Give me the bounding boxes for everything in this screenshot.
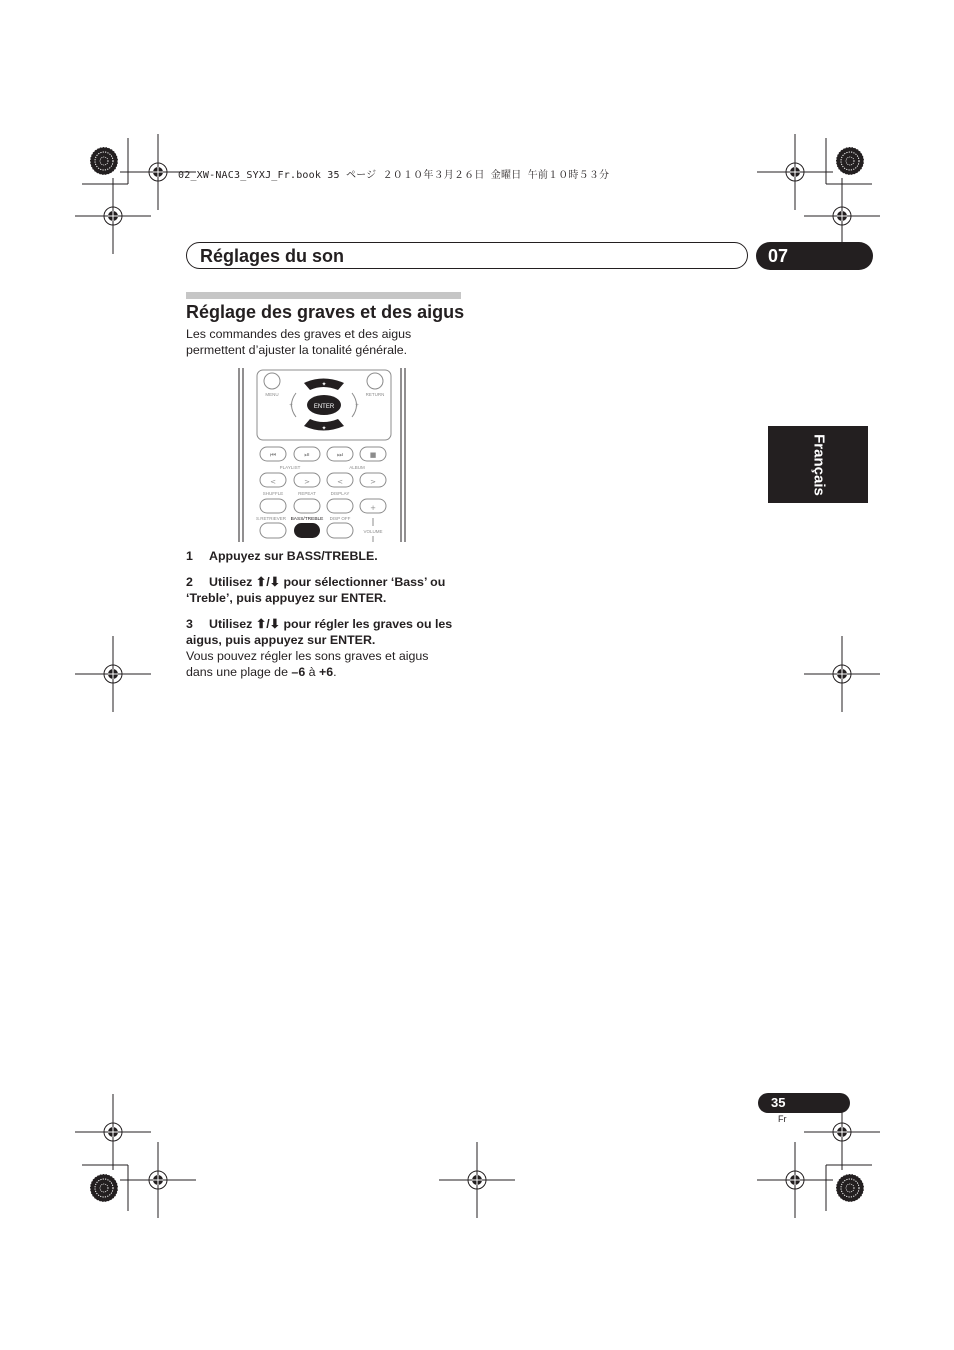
crosshair-mark [75, 178, 151, 254]
bass-treble-button [294, 523, 320, 538]
section-title: Réglage des graves et des aigus [186, 302, 465, 322]
menu-label: MENU [265, 392, 279, 397]
star-mark-bottom-right [836, 1174, 864, 1202]
page-number: 35 [771, 1095, 786, 1110]
previous-track-icon: ⏮ [269, 451, 277, 459]
sretriever-label: S.RETRIEVER [255, 516, 287, 521]
page-language-code: Fr [778, 1114, 787, 1124]
repeat-label: REPEAT [298, 491, 316, 496]
remote-control-illustration [236, 368, 410, 544]
star-mark-top-right [836, 147, 864, 175]
left-arrow-icon: + [289, 403, 293, 409]
print-info: 02_XW-NAC3_SYXJ_Fr.book 35 ページ ２０１０年３月２６日 金曜日 午前１０時５３分 [178, 170, 610, 181]
crosshair-mark [757, 134, 833, 210]
display-label: DISPLAY [330, 491, 350, 496]
crosshair-mark [757, 1142, 833, 1218]
disp-off-label: DISP OFF [329, 516, 351, 521]
intro-line: Les commandes des graves et des aigus [186, 327, 412, 341]
crosshair-mark [75, 1094, 151, 1170]
chevron-right-icon: > [304, 478, 310, 486]
star-mark-top-left [90, 147, 118, 175]
star-mark-bottom-left [90, 1174, 118, 1202]
album-label: ALBUM [349, 465, 365, 470]
crosshair-mark [804, 636, 880, 712]
chapter-title: Réglages du son [200, 246, 345, 266]
chevron-left-icon: < [337, 478, 343, 486]
crosshair-mark [439, 1142, 515, 1218]
return-label: RETURN [365, 392, 385, 397]
language-tab-label: Français [810, 434, 828, 496]
chapter-number: 07 [768, 246, 789, 266]
playlist-label: PLAYLIST [279, 465, 301, 470]
enter-label: ENTER [313, 404, 335, 410]
chevron-right-icon: > [370, 478, 376, 486]
step-3: 3 Utilisez ⬆/⬇ pour régler les graves ou les aigus, puis appuyez sur ENTER. [186, 617, 453, 647]
bass-treble-label: BASS/TREBLE [290, 517, 324, 522]
step-2: 2 Utilisez ⬆/⬇ pour sélectionner ‘Bass’ ou ‘Treble’, puis appuyez sur ENTER. [186, 575, 446, 605]
shuffle-label: SHUFFLE [262, 491, 284, 496]
up-arrow-icon: ✦ [321, 382, 327, 388]
volume-up-icon: + [370, 504, 376, 512]
volume-label: VOLUME [363, 529, 383, 534]
next-track-icon: ⏭ [336, 451, 344, 459]
crosshair-mark [120, 1142, 196, 1218]
intro-line: permettent d’ajuster la tonalité générale. [186, 343, 408, 357]
down-arrow-icon: ✦ [321, 426, 327, 432]
section-intro [186, 326, 411, 358]
stop-icon: ■ [369, 451, 377, 459]
crosshair-mark [75, 636, 151, 712]
section-rule [186, 292, 461, 299]
chevron-left-icon: < [270, 478, 276, 486]
right-arrow-icon: + [355, 403, 359, 409]
range-note: Vous pouvez régler les sons graves et aigus dans une plage de –6 à +6. [186, 649, 429, 679]
play-pause-icon: ⏯ [304, 451, 310, 459]
step-1: 1 Appuyez sur BASS/TREBLE. [186, 549, 378, 563]
